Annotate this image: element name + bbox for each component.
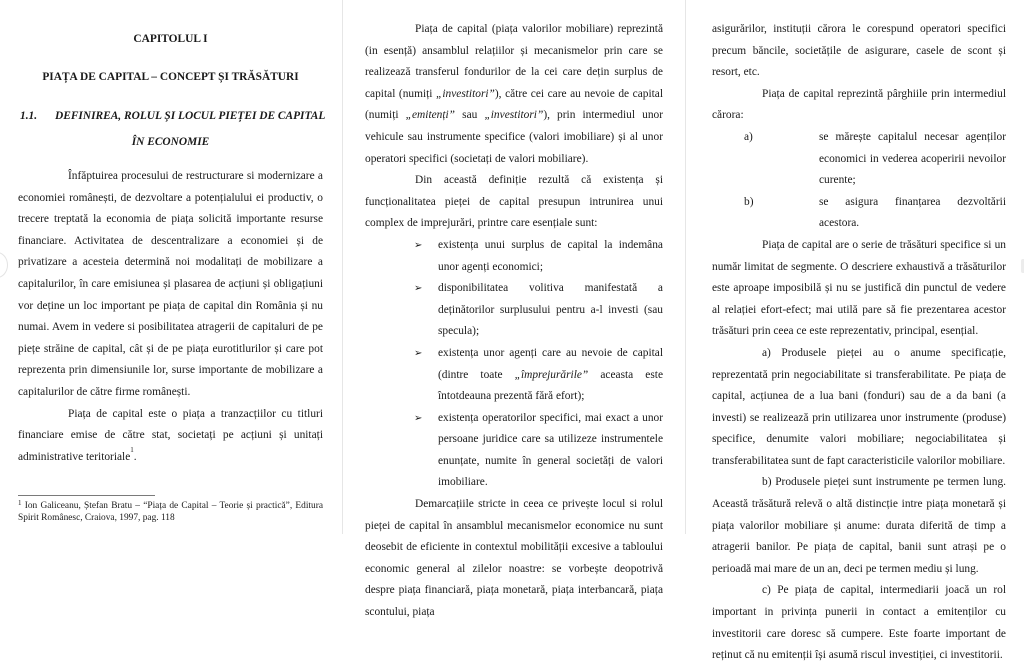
list-item (712, 192, 1006, 235)
document-page-1 (0, 0, 342, 534)
list-item-label: a) (744, 130, 753, 143)
paragraph-text: sau (455, 109, 485, 122)
paragraph: Demarcațiile stricte in ceea ce privește locul si rolul pieței de capital în ansamblul mecanismelor economice nu sunt deosebit de eficiente in contextul mobilității excesive a tabloului economic general al zilelor noastre: se vorbește deopotrivă despre piața financiară, piața monetară, piața interbancară, piața scontului, piața (365, 498, 663, 619)
list-item-text: existența operatorilor specifici, mai exact a unor persoane juridice care sa utilizeze instrumentele enunțate, numite în general societăți de valori imobiliare. (438, 411, 663, 489)
section-title-line-1: DEFINIREA, ROLUL ȘI LOCUL PIEȚEI DE CAPITAL (55, 110, 326, 122)
list-item (414, 408, 663, 494)
footnote-marker: 1 (18, 499, 22, 507)
arrow-bullet-icon: ➢ (414, 412, 423, 424)
scroll-left-hint-icon[interactable] (0, 252, 8, 278)
paragraph: Înfăptuirea procesului de restructurare si modernizare a economiei românești, de dezvoltare a potențialului ei productiv, o trecere treptată la economia de piața solicită importante resurse financiare. Activitatea de descentralizare a economiei și de privatizare a acesteia determină noi modalitați de mobilizare a capitalurilor, în care emisiunea și plasarea de acțiuni și obligațiuni vor deține un loc important pe piața de capital din România și nu numai. Avem in vedere si posibilitatea atragerii de capitaluri de pe piețe străine de capital, cât și de pe piața eurotitlurilor și care pot reprezenta prin dimensiunile lor, surse importante de mobilizare a capitalurilor de către firme românești. (18, 170, 323, 398)
list-item-text: aceasta este întotdeauna prezentă fără efort); (438, 368, 663, 403)
list-item (414, 343, 663, 408)
paragraph: Piața de capital reprezintă pârghiile prin intermediul cărora: (712, 87, 1006, 122)
bullet-list (365, 235, 663, 494)
footnote (18, 500, 323, 525)
paragraph-text: ), către cei care au nevoie de capital (numiți (365, 87, 663, 122)
emphasis-term: „investitori” (484, 109, 544, 122)
paragraph: Piața de capital este o piața a tranzacțiilor cu titluri financiare emise de către stat, societați pe acțiuni și unitați administrative teritoriale$^1$. (18, 407, 323, 463)
paragraph-text: Piața de capital este o piața a tranzacțiilor cu titluri financiare emise de către stat, societați pe acțiuni și unitați administrative teritoriale (18, 407, 323, 463)
paragraph: b) Produsele pieței sunt instrumente pe termen lung. Această trăsătură relevă o altă distincție intre piața monetară și piața valorilor mobiliare și anume: durata diferită de timp a atragerii banilor. Pe piața de capital, banii sunt atrași pe o perioadă mai mare de un an, deci pe termen mediu și lung. (712, 476, 1006, 575)
document-page-3 (685, 0, 1024, 662)
page-2-content (365, 19, 663, 624)
list-item (414, 278, 663, 343)
list-item (712, 127, 1006, 192)
page-3-content (712, 19, 1006, 667)
paragraph-text: ), prin intermediul unor vehicule sau instrumente specifice (valori imobiliare) și al unor operatori specifici (societați de valori mobiliare). (365, 109, 664, 165)
lettered-list (712, 127, 1006, 235)
section-title-line-2: ÎN ECONOMIE (131, 136, 210, 148)
paragraph: Piața de capital are o serie de trăsături specifice si un număr limitat de segmente. O descriere exhaustivă a trăsăturilor este aproape imposibilă și nu se justifică din punctul de vedere al relației efort-efect; mai utilă pare să fie prezentarea acestor trăsături prin ceea ce este reprezentativ, principal, esențial. (712, 238, 1006, 338)
arrow-bullet-icon: ➢ (414, 347, 423, 359)
list-item-text: existența unor agenți care au nevoie de capital (dintre toate (438, 346, 663, 381)
paragraph: asigurărilor, instituții cărora le corespund operatori specifici precum băncile, societățile de asigurare, casele de scont și resort, etc. (712, 23, 1006, 79)
paragraph: Din această definiție rezultă că existența și funcționalitatea pieței de capital presupun intrunirea unui complex de imprejurări, printre care esențiale sunt: (365, 174, 663, 230)
paragraph: c) Pe piața de capital, intermediarii joacă un rol important in privința punerii in contact a emitenților cu investitorii care doresc să cumpere. Este foarte important de reținut că nu emitenții își asumă riscul investiției, ci investitorii. (712, 584, 1006, 662)
chapter-title: PIAȚA DE CAPITAL – CONCEPT ȘI TRĂSĂTURI (42, 71, 299, 83)
section-number: 1.1. (20, 110, 38, 122)
chapter-number: CAPITOLUL I (133, 33, 208, 45)
arrow-bullet-icon: ➢ (414, 283, 423, 295)
list-item-label: b) (744, 195, 754, 208)
paragraph (365, 19, 663, 170)
footnote-reference[interactable]: 1 (130, 445, 134, 454)
emphasis-term: „emitenți” (405, 109, 456, 122)
emphasis-term: „împrejurările” (514, 368, 589, 381)
list-item-text: disponibilitatea volitiva manifestată a deținătorilor surplusului pentru a-l investi (sau specula); (438, 282, 663, 338)
paragraph: a) Produsele pieței au o anume specificație, reprezentată prin negociabilitate si transferabilitate. Pe piața de capital, acțiunea de a lua bani (fonduri) sau de a da bani (a investi) se realizează prin utilizarea unor instrumente (produse) specifice, denumite valori mobiliare; negociabilitatea și transferabilitatea sunt de fapt caracteristicile valorilor mobiliare. (712, 346, 1006, 467)
paragraph-text: Piața de capital (piața valorilor mobiliare) reprezintă (in esență) ansamblul relațiilor și mecanismelor prin care se realizează transferul fondurilor de la cei care dețin surplus de capital (numiți (365, 23, 663, 100)
page-1-body (18, 166, 323, 468)
list-item-text: se mărește capitalul necesar agenților economici in vederea acoperirii nevoilor curente; (819, 130, 1006, 187)
emphasis-term: „investitori” (436, 87, 495, 100)
footnote-text: Ion Galiceanu, Ștefan Bratu – “Piața de Capital – Teorie și practică”, Editura Spirit Românesc, Craiova, 1997, pag. 118 (18, 501, 323, 524)
list-item-text: se asigura finanțarea dezvoltării acestora. (819, 195, 1006, 230)
document-page-2 (342, 0, 686, 619)
arrow-bullet-icon: ➢ (414, 239, 423, 251)
footnote-separator (18, 495, 155, 496)
list-item-text: existența unui surplus de capital la indemâna unor agenți economici; (438, 238, 663, 273)
list-item (414, 235, 663, 278)
